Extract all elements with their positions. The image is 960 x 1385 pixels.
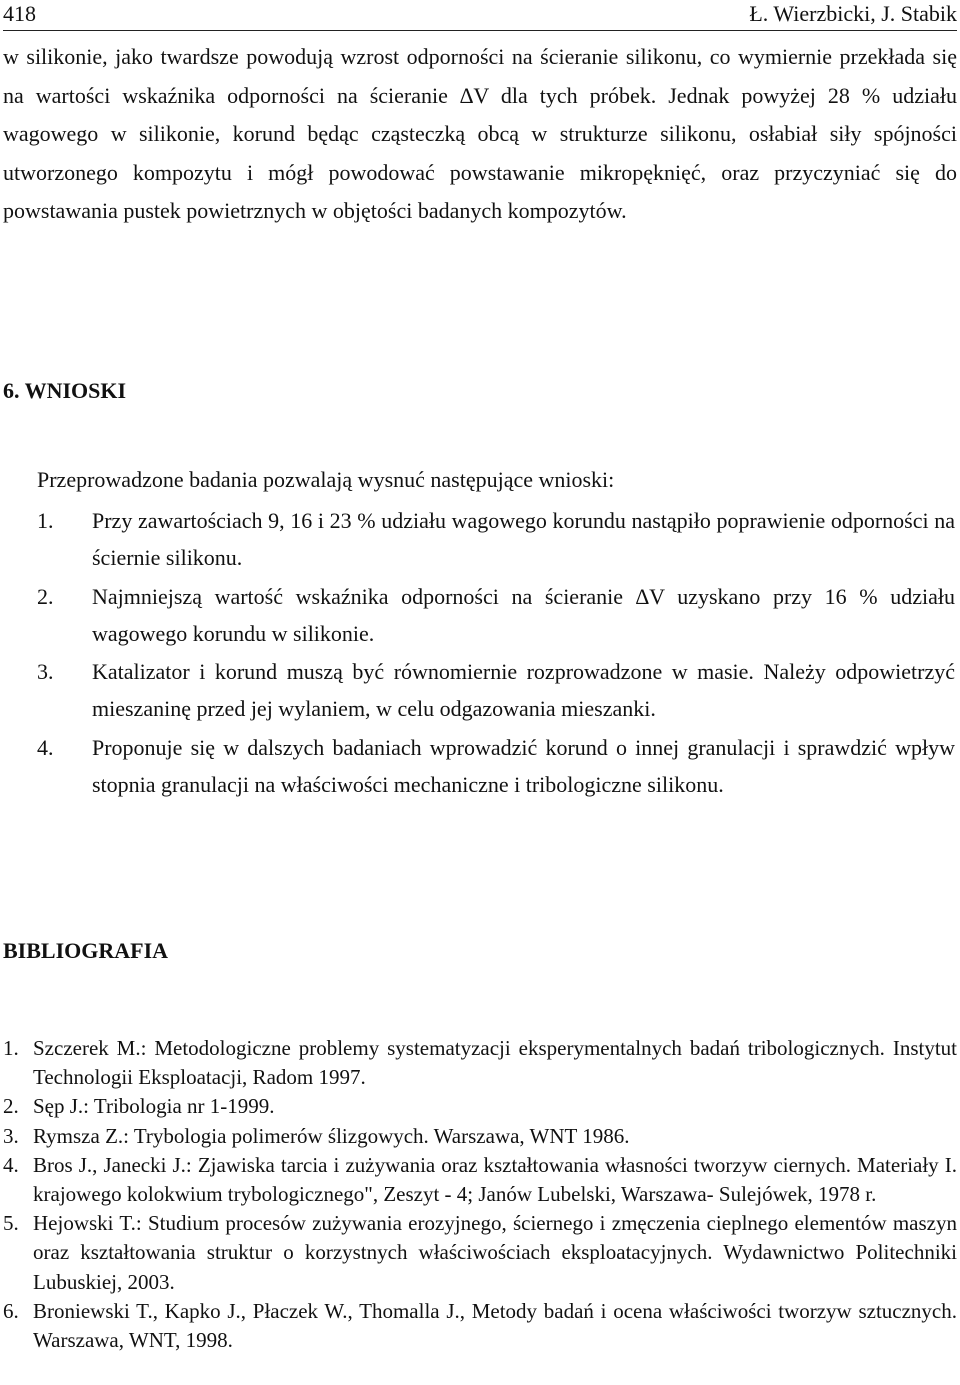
conclusion-item [37, 653, 955, 727]
conclusion-item [37, 502, 955, 576]
reference-number: 3. [3, 1123, 19, 1148]
section-heading-bibliography: BIBLIOGRAFIA [3, 938, 169, 963]
reference-item [3, 1151, 957, 1209]
conclusion-text: Proponuje się w dalszych badaniach wprowadzić korund o innej granulacji i sprawdzić wpływ stopnia granulacji na właściwości mechaniczne i tribologiczne silikonu. [92, 734, 955, 797]
reference-text: Hejowski T.: Studium procesów zużywania erozyjnego, ściernego i zmęczenia cieplnego elementów maszyn oraz kształtowania struktur o korzystnych właściwościach eksploatacyjnych. Wydawnictwo Politechniki Lubuskiej, 2003. [33, 1211, 957, 1294]
reference-text: Broniewski T., Kapko J., Płaczek W., Thomalla J., Metody badań i ocena właściwości tworzyw sztucznych. Warszawa, WNT, 1998. [33, 1298, 957, 1353]
reference-text: Bros J., Janecki J.: Zjawiska tarcia i zużywania oraz kształtowania własności tworzyw ciernych. Materiały I. krajowego kolokwium trybologicznego", Zeszyt - 4; Janów Lubelski, Warszawa- Sulejówek, 1978 r. [33, 1152, 957, 1207]
body-paragraph: w silikonie, jako twardsze powodują wzrost odporności na ścieranie silikonu, co wymiernie przekłada się na wartości wskaźnika odporności na ścieranie ∆V dla tych próbek. Jednak powyżej 28 % udziału wagowego w silikonie, korund będąc cząsteczką obcą w strukturze silikonu, osłabiał siły spójności utworzonego kompozytu i mógł powodować powstawanie mikropęknięć, oraz przyczyniać się do powstawania pustek powietrznych w objętości badanych kompozytów. [3, 44, 957, 223]
conclusion-number: 4. [37, 734, 54, 760]
reference-item [3, 1209, 957, 1297]
reference-number: 6. [3, 1298, 19, 1323]
reference-item [3, 1034, 957, 1092]
page-number: 418 [3, 1, 36, 26]
reference-item [3, 1297, 957, 1355]
conclusion-text: Katalizator i korund muszą być równomiernie rozprowadzone w masie. Należy odpowietrzyć mieszaninę przed jej wylaniem, w celu odgazowania mieszanki. [92, 659, 955, 721]
reference-number: 4. [3, 1152, 19, 1177]
reference-number: 1. [3, 1036, 19, 1060]
conclusion-text: Przy zawartościach 9, 16 i 23 % udziału wagowego korundu nastąpiło poprawienie odporności na ściernie silikonu. [92, 508, 955, 570]
reference-list [3, 1034, 957, 1355]
reference-item [3, 1092, 957, 1121]
reference-number: 5. [3, 1211, 19, 1236]
reference-item [3, 1122, 957, 1151]
conclusion-number: 2. [37, 583, 54, 609]
conclusion-item [37, 578, 955, 652]
running-head-authors: Ł. Wierzbicki, J. Stabik [749, 1, 957, 26]
page-header [3, 0, 957, 31]
conclusion-number: 1. [37, 508, 54, 533]
conclusion-item [37, 729, 955, 803]
reference-text: Sęp J.: Tribologia nr 1-1999. [33, 1094, 275, 1119]
section-heading-conclusions: 6. WNIOSKI [3, 378, 127, 403]
reference-text: Rymsza Z.: Trybologia polimerów ślizgowych. Warszawa, WNT 1986. [33, 1123, 630, 1148]
conclusion-text: Najmniejszą wartość wskaźnika odporności na ścieranie ∆V uzyskano przy 16 % udziału wagowego korundu w silikonie. [92, 583, 955, 646]
conclusions-list [37, 502, 955, 804]
conclusions-intro: Przeprowadzone badania pozwalają wysnuć następujące wnioski: [37, 467, 615, 492]
reference-number: 2. [3, 1094, 19, 1119]
reference-text: Szczerek M.: Metodologiczne problemy systematyzacji eksperymentalnych badań tribologicznych. Instytut Technologii Eksploatacji, Radom 1997. [33, 1036, 957, 1090]
conclusion-number: 3. [37, 659, 54, 684]
